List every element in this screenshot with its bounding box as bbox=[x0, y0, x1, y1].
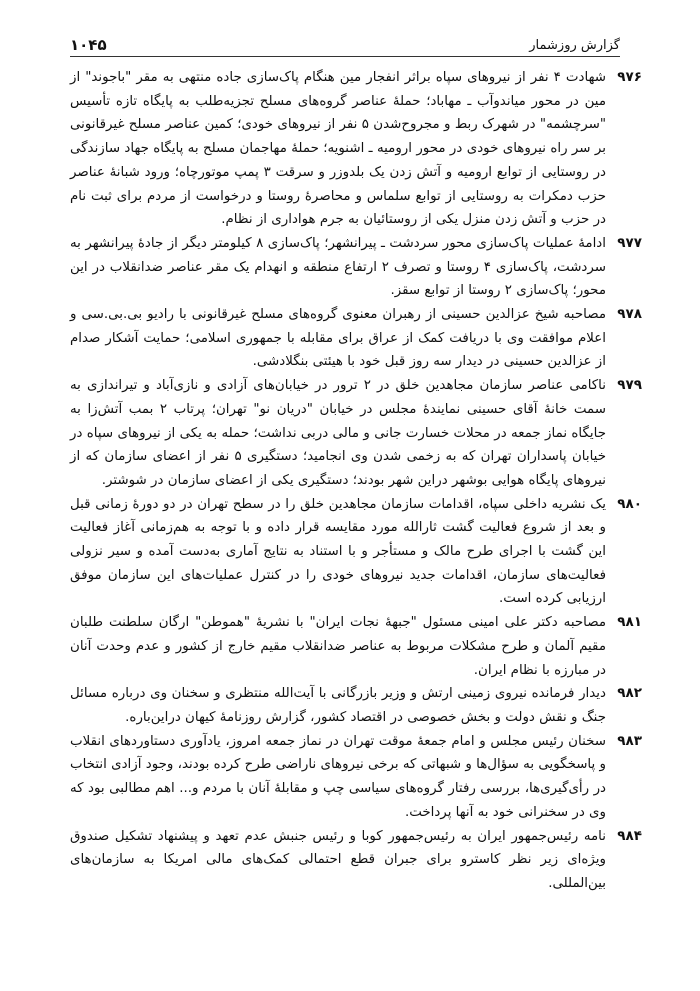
entry-980 bbox=[70, 493, 642, 612]
entry-978 bbox=[70, 303, 642, 374]
entry-text: نامه رئیس‌جمهور ایران به رئیس‌جمهور کوبا و رئیس جنبش عدم تعهد و پیشنهاد تشکیل صندوق ویژه‌ای زیر نظر کاسترو برای جبران قطع احتمالی کمک‌های مالی امریکا به سازمان‌های بین‌المللی. bbox=[70, 828, 606, 891]
entry-number: ۹۷۹ bbox=[617, 377, 642, 394]
entry-number: ۹۸۳ bbox=[617, 732, 642, 749]
entry-text: سخنان رئیس مجلس و امام جمعهٔ موقت تهران در نماز جمعه امروز، یادآوری دستاوردهای انقلاب و پاسخگویی به سؤال‌ها و شبهاتی که برخی نیروهای ناراضی طرح کرده بودند، وجود آزادی انتخاب در رأی‌گیری‌ها، بررسی رفتار گروه‌های سیاسی چپ و مقابلهٔ آنان با مردم و... اهم مطالبی بود که وی در سخنرانی خود به آنها پرداخت. bbox=[70, 733, 606, 820]
entry-text: یک نشریه داخلی سپاه، اقدامات سازمان مجاهدین خلق را در سطح تهران در دو دورهٔ زمانی قبل و بعد از شروع فعالیت گشت ثارالله مورد مقایسه قرار داده و با توجه به هم‌زمانی آغاز فعالیت این گشت با اجرای طرح مالک و مستأجر و با استناد به نتایج آماری به‌دست آمده و سیر نزولی فعالیت‌های سازمان، اقدامات جدید نیروهای خودی را در کنترل عملیات‌های این سازمان موفق ارزیابی کرده است. bbox=[70, 496, 606, 607]
entry-number: ۹۷۶ bbox=[617, 69, 642, 85]
entry-text: ادامهٔ عملیات پاک‌سازی محور سردشت ـ پیرانشهر؛ پاک‌سازی ۸ کیلومتر دیگر از جادهٔ پیرانشهر به سردشت، پاک‌سازی ۴ روستا و تصرف ۲ ارتفاع منطقه و انهدام یک مقر عناصر ضدانقلاب در این محور؛ پاک‌سازی ۲ روستا از توابع سقز. bbox=[70, 235, 606, 299]
entry-983 bbox=[70, 730, 642, 825]
entry-number: ۹۷۷ bbox=[617, 234, 642, 251]
page-header bbox=[70, 30, 620, 57]
entry-number: ۹۸۴ bbox=[617, 827, 642, 844]
entry-979 bbox=[70, 374, 642, 493]
entry-981 bbox=[70, 611, 642, 682]
entry-977 bbox=[70, 232, 642, 303]
entry-976 bbox=[70, 66, 642, 232]
entry-number: ۹۸۰ bbox=[617, 495, 642, 512]
entry-number: ۹۸۲ bbox=[617, 685, 642, 702]
entry-984 bbox=[70, 825, 642, 896]
entry-text: شهادت ۴ نفر از نیروهای سپاه براثر انفجار مین هنگام پاک‌سازی جاده منتهی به مقر "باجوند" از مین در محور میاندوآب ـ مهاباد؛ حملهٔ عناصر گروه‌های مسلح تجزیه‌طلب به پایگاه تازه تأسیس "سرچشمه" در شهرک ربط و مجروح‌شدن ۵ نفر از نیروهای خودی؛ کمین عناصر مسلح غیرقانونی بر سر راه نیروهای خودی در محور ارومیه ـ اشنویه؛ حملهٔ مهاجمان مسلح به پایگاه جهاد سازندگی در روستایی از توابع ارومیه و آتش زدن یک بلدوزر و سرقت ۳ پمپ موتورچاه؛ ورود شبانهٔ عناصر حزب دمکرات به روستایی از توابع سلماس و محاصرهٔ روستا و درخواست از مردم برای ثبت نام در حزب و آتش زدن منزل یکی از روستائیان به جرم هواداری از نظام. bbox=[70, 70, 606, 228]
page-number: ۱۰۴۵ bbox=[70, 36, 107, 54]
running-title: گزارش روزشمار bbox=[529, 38, 620, 53]
entry-text: مصاحبه دکتر علی امینی مسئول "جبههٔ نجات ایران" با نشریهٔ "هموطن" ارگان سلطنت طلبان مقیم آلمان و طرح مشکلات مربوط به عناصر ضدانقلاب مقیم خارج از کشور و عدم وحدت آنان در مبارزه با نظام ایران. bbox=[70, 615, 606, 678]
entry-number: ۹۸۱ bbox=[617, 614, 642, 631]
entry-text: مصاحبه شیخ عزالدین حسینی از رهبران معنوی گروه‌های مسلح غیرقانونی با رادیو بی.بی.سی و اعلام موافقت وی با دریافت کمک از عراق برای مقابله با جمهوری اسلامی؛ حمایت آشکار صدام از عزالدین حسینی در دیدار سه روز قبل خود با هیئتی بنگلادشی. bbox=[70, 307, 606, 370]
entry-text: ناکامی عناصر سازمان مجاهدین خلق در ۲ ترور در خیابان‌های آزادی و نازی‌آباد و تیراندازی به سمت خانهٔ آقای حسینی نمایندهٔ مجلس در خیابان "دریان نو" تهران؛ پرتاب ۲ بمب آتش‌زا به جایگاه نماز جمعه در محلات خسارت جانی و مالی دربی نداشت؛ حمله به یکی از نیروهای سپاه در خیابان پاسداران تهران که به زخمی شدن وی انجامید؛ دستگیری ۵ نفر از اعضای سازمان که از نیروهای پایگاه هوایی بوشهر دراین شهر بودند؛ دستگیری یکی از اعضای سازمان در شوشتر. bbox=[70, 378, 606, 488]
entry-982 bbox=[70, 682, 642, 729]
entry-text: دیدار فرمانده نیروی زمینی ارتش و وزیر بازرگانی با آیت‌الله منتظری و سخنان وی درباره مسائل جنگ و نقش دولت و بخش خصوصی در اقتصاد کشور، گزارش روزنامهٔ کیهان دراین‌باره. bbox=[70, 686, 606, 725]
entry-number: ۹۷۸ bbox=[617, 306, 642, 323]
entries-list bbox=[70, 66, 642, 896]
